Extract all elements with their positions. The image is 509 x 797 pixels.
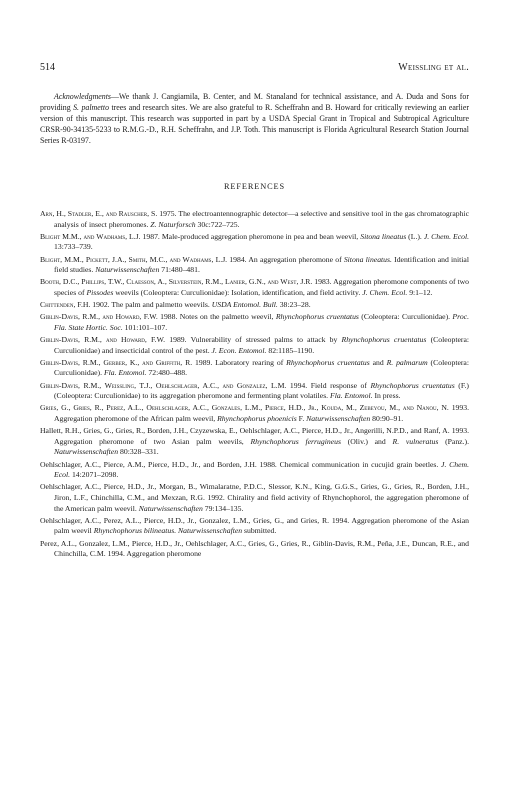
reference-text: Oehlschlager, A.C., Pierce, H.D., Jr., Morgan, B., Wimalaratne, P.D.C., Slessor, K.N., King, G.G.S., Gries, G., Gries, R., Borden, J.H., Jiron, L.F., Chinchilla, C.M., and Mexzan, R.G. 1992. Chirality and field activity of Rhynchophorol, the aggregation pheromone of the American palm weevil.: [40, 482, 469, 513]
reference-authors: Booth, D.C., Phillips, T.W., Claesson, A., Silverstein, R.M., Lanier, G.N., and West, J.R.: [40, 277, 313, 287]
reference-text: (Coleoptera: Curculionidae).: [358, 312, 453, 322]
italic-text: Proc. Fla. State Hortic. Soc.: [54, 312, 470, 332]
reference-entry: [40, 232, 469, 253]
reference-text: Oehlschlager, A.C., Perez, A.L., Pierce, H.D., Jr., Gonzalez, L.M., Gries, G., and Gries, R. 1994. Aggregation pheromone of the Asian palm weevil: [40, 515, 469, 536]
italic-text: J. Chem. Ecol.: [423, 231, 470, 241]
reference-text: 9:1–12.: [407, 287, 433, 297]
reference-entry: [40, 516, 469, 537]
reference-text: In press.: [372, 391, 401, 401]
page-number: 514: [40, 62, 55, 73]
reference-entry: [40, 460, 469, 481]
reference-text: 1989. Laboratory rearing of: [192, 357, 287, 367]
italic-text: S. palmetto: [73, 103, 110, 112]
reference-text: 13:733–739.: [54, 242, 93, 252]
reference-entry: [40, 539, 469, 560]
reference-text: 101:101–107.: [122, 322, 168, 332]
italic-text: Rhynchophorus ferrugineus: [250, 436, 341, 446]
reference-text: Hallett, R.H., Gries, G., Gries, R., Borden, J.H., Czyzewska, E., Oehlschlager, A.C., Pierce, H.D., Jr., Angerilli, N.P.D., and Ranf, A. 1993. Aggregation pheromone of two Asian palm weevils,: [40, 426, 469, 446]
reference-text: weevils (Coleoptera: Curculionidae): Isolation, identification, and field activity.: [113, 287, 363, 297]
reference-entry: [40, 300, 469, 311]
reference-entry: [40, 381, 469, 402]
reference-text: submitted.: [242, 526, 277, 536]
references-heading: REFERENCES: [223, 182, 286, 191]
reference-text: 1975. The electroantennographic detector—a selective and sensitive tool in the gas chromatographic analysis of insect pheromones.: [54, 209, 469, 229]
reference-text: Oehlschlager, A.C., Pierce, A.M., Pierce, H.D., Jr., and Borden, J.H. 1988. Chemical communication in cucujid grain beetles.: [40, 459, 442, 469]
italic-text: R. palmarum: [386, 357, 428, 367]
italic-text: Rhynchophorus phoenicis: [217, 414, 297, 424]
reference-text: Perez, A.L., Gonzalez, L.M., Pierce, H.D., Jr., Oehlschlager, A.C., Gries, G., Gries, R., Giblin-Davis, R.M., Peña, J.E., Duncan, R.E., and Chinchilla, C.M. 1994. Aggregation pheromone: [40, 538, 469, 559]
reference-text: 1983. Aggregation pheromone components of two species of: [54, 277, 469, 297]
reference-entry: [40, 277, 469, 298]
reference-authors: Giblin-Davis, R.M., Gerber, K., and Griffith, R.: [40, 357, 193, 367]
reference-authors: Giblin-Davis, R.M., Weissling, T.J., Oehlschlager, A.C., and Gonzalez, L.M.: [40, 380, 287, 390]
reference-text: 14:2071–2098.: [70, 470, 119, 480]
reference-entry: [40, 482, 469, 514]
reference-text: —We thank J. Cangiamila, B. Center, and M. Stanaland for technical assistance, and A. Duda and Sons for providing: [40, 92, 469, 112]
reference-text: 1993. Aggregation pheromone of the African palm weevil,: [54, 403, 470, 424]
reference-text: 1902. The palm and palmetto weevils.: [90, 300, 212, 310]
reference-text: trees and research sites. We are also grateful to R. Scheffrahn and B. Howard for critically reviewing an earlier version of this manuscript. This research was supported in part by a USDA Special Grant in Tropical and Subtropical Agriculture CRSR-90-34135-5233 to R.M.G.-D., R.H. Scheffrahn, and J.P. Toth. This manuscript is Florida Agricultural Research Station Journal Series R-03197.: [40, 103, 469, 145]
italic-text: Rhynchophorus cruentatus: [370, 380, 455, 390]
reference-entry: [40, 312, 469, 333]
italic-text: Fla. Entomol.: [330, 391, 373, 401]
reference-text: and: [369, 357, 387, 367]
italic-text: Z. Naturforsch: [150, 219, 196, 229]
reference-text: 30c:722–725.: [195, 219, 240, 229]
reference-text: 1989. Vulnerability of stressed palms to attack by: [165, 335, 342, 345]
reference-text: (Panz.).: [438, 436, 469, 446]
reference-text: 1988. Notes on the palmetto weevil,: [157, 312, 276, 322]
running-title: Weissling et al.: [398, 62, 469, 73]
reference-text: 71:480–481.: [159, 265, 200, 275]
reference-text: (Coleoptera: Curculionidae) and insecticidal control of the pest.: [54, 335, 469, 355]
italic-text: Sitona lineatus: [360, 231, 407, 241]
reference-authors: Chittenden, F.H.: [40, 300, 91, 310]
reference-authors: Arn, H., Stadler, E., and Rauscher, S.: [40, 209, 158, 218]
reference-text: 1994. Field response of: [286, 380, 371, 390]
reference-entry: [40, 209, 469, 230]
italic-text: Rhynchophorus cruentatus: [286, 357, 370, 367]
reference-entry: [40, 403, 469, 424]
italic-text: Fla. Entomol.: [103, 368, 147, 378]
reference-authors: Giblin-Davis, R.M., and Howard, F.W.: [40, 312, 158, 322]
reference-authors: Gries, G., Gries, R., Perez, A.L., Oehlschlager, A.C., Gonzales, L.M., Pierce, H.D., Jr., Kouda, M., Zebeyou, M., and Nanou, N.: [40, 403, 449, 413]
italic-text: Pissodes: [86, 287, 114, 297]
reference-entry: [40, 358, 469, 379]
reference-authors: Giblin-Davis, R.M., and Howard, F.W.: [40, 335, 166, 345]
reference-authors: Blight, M.M., Pickett, J.A., Smith, M.C., and Wadhams, L.J.: [40, 254, 228, 264]
reference-text: 72:480–488.: [146, 368, 188, 378]
reference-entry: [40, 335, 469, 356]
reference-entry: [40, 255, 469, 276]
reference-text: F.: [296, 414, 307, 424]
reference-text: (L.).: [406, 231, 424, 241]
italic-text: J. Chem. Ecol.: [362, 287, 408, 297]
reference-text: 82:1185–1190.: [266, 345, 315, 355]
reference-text: Identification and initial field studies.: [54, 254, 469, 275]
reference-text: (Coleoptera: Curculionidae).: [54, 357, 469, 378]
acknowledgments-lead: Acknowledgments: [54, 92, 111, 101]
italic-text: Sitona lineatus.: [343, 254, 392, 264]
italic-text: Naturwissenschaften: [306, 414, 371, 424]
reference-text: (Oliv.) and: [340, 436, 393, 446]
italic-text: Rhynchophorus cruentatus: [275, 312, 359, 322]
italic-text: J. Econ. Entomol.: [211, 345, 267, 355]
italic-text: Naturwissenschaften: [95, 265, 160, 275]
reference-text: (F.) (Coleoptera: Curculionidae) to its aggregation pheromone and fermenting plant volatiles.: [54, 380, 469, 401]
italic-text: USDA Entomol. Bull.: [211, 300, 278, 310]
reference-text: 38:23–28.: [277, 300, 311, 310]
reference-entry: [40, 426, 469, 458]
reference-text: 1987. Male-produced aggregation pheromone in pea and bean weevil,: [140, 231, 361, 241]
italic-text: Rhynchophorus cruentatus: [341, 335, 427, 345]
page-header: [40, 62, 469, 73]
reference-text: 80:90–91.: [370, 414, 404, 424]
reference-authors: Blight M.M., and Wadhams, L.J.: [40, 231, 141, 241]
italic-text: Naturwissenschaften: [138, 503, 203, 513]
reference-text: 79:134–135.: [202, 503, 244, 513]
italic-text: J. Chem. Ecol.: [54, 459, 469, 480]
italic-text: Rhynchophorus bilineatus. Naturwissenschaften: [93, 526, 243, 536]
reference-text: 80:328–331.: [118, 447, 159, 457]
references-list: [40, 209, 469, 560]
acknowledgments: [40, 91, 469, 146]
italic-text: R. vulneratus: [392, 436, 439, 446]
italic-text: Naturwissenschaften: [54, 447, 119, 457]
reference-text: 1984. An aggregation pheromone of: [227, 254, 344, 264]
